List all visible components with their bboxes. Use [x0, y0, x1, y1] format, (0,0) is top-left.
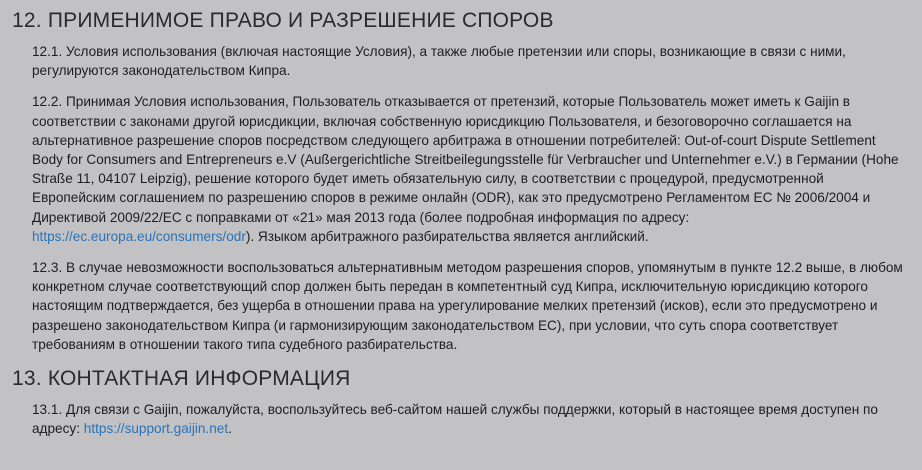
paragraph-12-2	[32, 92, 910, 246]
paragraph-text: ). Языком арбитражного разбирательства является английский.	[245, 228, 649, 244]
section-heading: 13. КОНТАКТНАЯ ИНФОРМАЦИЯ	[12, 367, 351, 391]
section-contact-info	[12, 366, 910, 438]
paragraph-text: 13.1. Для связи с Gaijin, пожалуйста, воспользуйтесь веб-сайтом нашей службы поддержки, который в настоящее время доступен по адресу:	[32, 402, 878, 437]
support-link[interactable]: https://support.gaijin.net	[83, 421, 229, 437]
odr-link[interactable]: https://ec.europa.eu/consumers/odr	[32, 228, 246, 244]
paragraph-13-1	[32, 400, 910, 438]
paragraph-text: .	[228, 421, 232, 437]
paragraph-text: 12.2. Принимая Условия использования, Пользователь отказывается от претензий, которые Пользователь может иметь к Gaijin в соответствии с законами другой юрисдикции, включая собственную юрисдикцию Пользователя, и безоговорочно соглашается на альтернативное разрешение споров посредством следующего арбитража в отношении потребителей: Out-of-court Dispute Settlement Body for Consumers and Entrepreneurs e.V (Außergerichtliche Streitbeilegungsstelle für Verbraucher und Unternehmer e.V.) в Германии (Hohe Straße 11, 04107 Leipzig), решение которого будет иметь обязательную силу, в соответствии с процедурой, предусмотренной Европейским соглашением по разрешению споров в режиме онлайн (ODR), как это предусмотрено Регламентом ЕС № 2006/2004 и Директивой 2009/22/ЕС с поправками от «21» мая 2013 года (более подробная информация по адресу:	[32, 94, 899, 225]
paragraph-12-1: 12.1. Условия использования (включая настоящие Условия), а также любые претензии или споры, возникающие в связи с ними, регулируются законодательством Кипра.	[32, 44, 846, 79]
paragraph-12-3: 12.3. В случае невозможности воспользоваться альтернативным методом разрешения споров, упомянутым в пункте 12.2 выше, в любом конкретном случае соответствующий спор должен быть передан в компетентный суд Кипра, исключительную юрисдикцию которого настоящим подтверждается, без ущерба в отношении права на урегулирование мелких претензий (исков), если это предусмотрено и разрешено законодательством Кипра (и гармонизирующим законодательством ЕС), при условии, что суть спора соответствует требованиям в отношении такого типа судебного разбирательства.	[32, 260, 903, 352]
section-applicable-law	[12, 8, 910, 354]
section-heading: 12. ПРИМЕНИМОЕ ПРАВО И РАЗРЕШЕНИЕ СПОРОВ	[12, 9, 554, 32]
